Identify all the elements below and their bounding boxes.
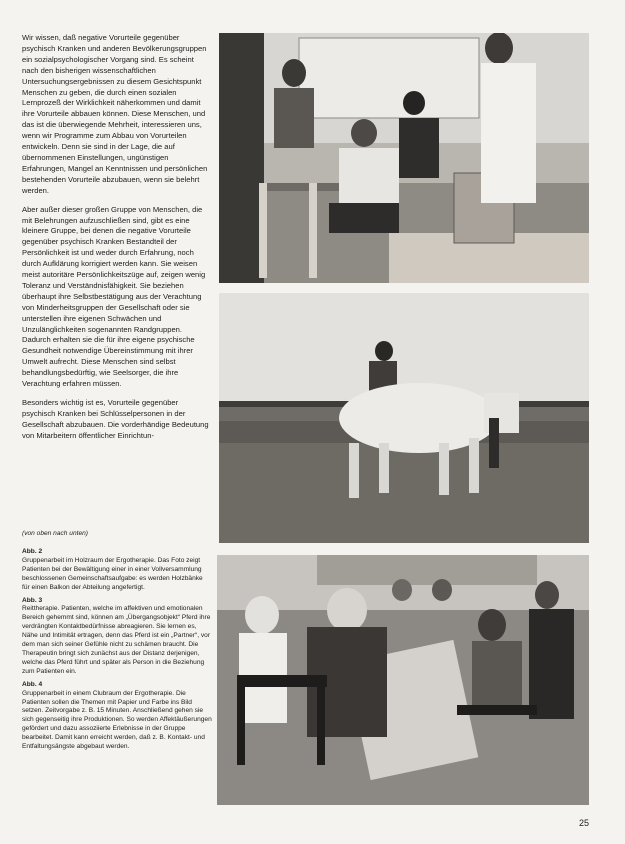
caption-title: Abb. 4 <box>22 680 43 688</box>
photo-group-art <box>217 555 589 805</box>
caption-title: Abb. 3 <box>22 596 43 604</box>
caption-header: (von oben nach unten) <box>22 530 88 537</box>
caption-abb-2 <box>22 548 212 593</box>
photo-woodworking <box>219 33 589 283</box>
caption-abb-3 <box>22 597 212 677</box>
caption-text: Gruppenarbeit im Holzraum der Ergotherapie. Das Foto zeigt Patienten bei der Bewältigung einer in einer Vollversammlung beschlossenen Gemeinschaftsaufgabe: es werden Holzbänke für einen Balkon der Abteilung angefertigt. <box>22 556 203 591</box>
photo-horse-therapy <box>219 293 589 543</box>
page-number: 25 <box>578 818 589 828</box>
captions <box>22 548 212 756</box>
caption-abb-4 <box>22 681 212 752</box>
caption-title: Abb. 2 <box>22 548 43 555</box>
article-body <box>22 33 212 450</box>
paragraph: Wir wissen, daß negative Vorurteile gegenüber psychisch Kranken und anderen Bevölkerungsgruppen ein sozialpsychologischer Vorgang sind. Es scheint nach den bisherigen wissenschaftlichen Untersuchungsergebnissen zu diesem Gesichtspunkt Menschen zu geben, die durch einen sozialen Lernprozeß der Wirklichkeit näherkommen und damit ihre Vorurteile abbauen können. Diese Menschen, und das ist die überwiegende Mehrheit, interessieren uns, wenn wir Programme zum Abbau von Vorurteilen entwickeln. Denn sie sind in der Lage, die auf übernommenen Einstellungen, ungünstigen Erfahrungen, Mangel an Kenntnissen und persönlichen bestehenden Vorurteile abzubauen, wenn sie belehrt werden. <box>22 33 208 195</box>
caption-text: Gruppenarbeit in einem Clubraum der Ergotherapie. Die Patienten sollen die Themen mit Papier und Farbe ins Bild setzen. Zeitvorgabe z. B. 15 Minuten. Anschließend gehen sie sich gegenseitig ihre Produktionen. So werden Affektäußerungen gefördert und dazu assoziierte Erlebnisse in der Gruppe bearbeitet. Damit kann erreicht werden, daß z. B. Kontakt- und Entfaltungsängste abgebaut werden. <box>22 689 212 751</box>
paragraph: Besonders wichtig ist es, Vorurteile gegenüber psychisch Kranken bei Schlüsselpersonen in der Gesellschaft abzubauen. Die vorderhändige Bedeutung von Mitarbeitern öffentlicher Einrichtun- <box>22 398 209 440</box>
caption-text: Reittherapie. Patienten, welche im affektiven und emotionalen Bereich gehemmt sind, können am „Übergangsobjekt“ Pferd ihre verdrängten Kontaktbedürfnisse abreagieren. Sie lernen es, Nähe und Intimität ertragen, denn das Pferd ist ein „Partner“, vor dem man sich seiner Gefühle nicht zu schämen braucht. Die Therapeutin bringt sich zunächst aus der Distanz derjenigen, welche das Pferd führt und später als Person in die Beziehung zum Patienten ein. <box>22 605 211 675</box>
paragraph: Aber außer dieser großen Gruppe von Menschen, die mit Belehrungen aufzuschließen sind, gibt es eine kleinere Gruppe, bei denen die negative Vorurteile gegenüber psychisch Kranken Bestandteil der Persönlichkeit ist und weder durch Erfahrung, noch durch Aufklärung korrigiert werden kann. Sie weisen meist autoritäre Persönlichkeitszüge auf, zeigen wenig Toleranz und Verständnisfähigkeit. Sie beziehen überhaupt ihre Selbstbestätigung aus der Verachtung von Minderheitsgruppen der Gesellschaft oder sie unterstellen ihre eigenen Schwächen und Unzulänglichkeiten sogenannten Randgruppen. Dadurch erhalten sie die für ihre eigene psychische Gesundheit notwendige Übereinstimmung mit ihrer Umwelt aufrecht. Diese Menschen sind selbst behandlungsbedürftig, wie Seelsorger, die ihre Verachtung erfahren müssen. <box>22 204 206 389</box>
